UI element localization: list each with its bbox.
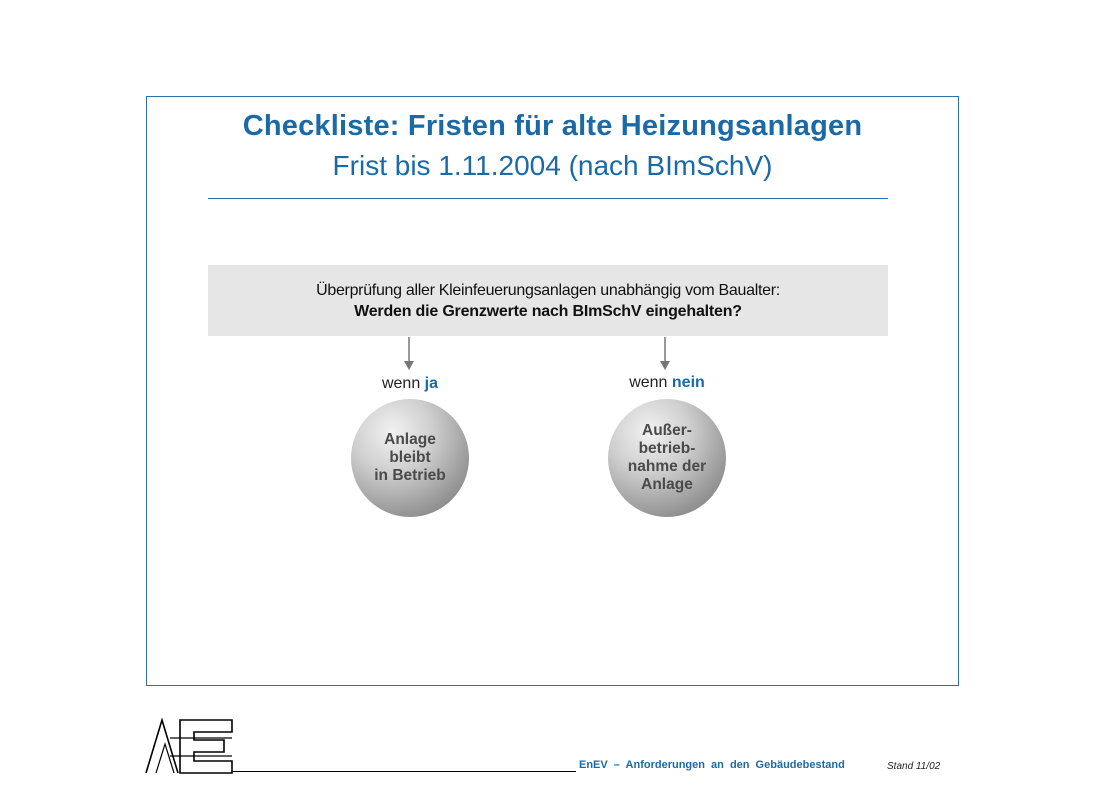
branch-prefix: wenn [629, 374, 668, 391]
slide-title: Checkliste: Fristen für alte Heizungsanlagen [242, 110, 863, 142]
branch-prefix: wenn [381, 375, 421, 392]
arrow-down-icon [658, 337, 672, 371]
slide-subtitle: Frist bis 1.11.2004 (nach BImSchV) [332, 150, 773, 181]
arrow-down-icon [402, 337, 416, 371]
result-circle-ja [351, 399, 469, 517]
result-circle-nein [608, 399, 726, 517]
result-text-ja: Anlage bleibt in Betrieb [374, 431, 446, 484]
footer-stand: Stand 11/02 [887, 761, 941, 772]
title-divider [208, 198, 888, 199]
branch-keyword-ja: ja [424, 375, 439, 392]
question-line-1: Überprüfung aller Kleinfeuerungsanlagen unabhängig vom Baualter: [316, 282, 780, 299]
footer-title: EnEV – Anforderungen an den Gebäudebestand [579, 759, 845, 771]
logo-icon [144, 718, 236, 774]
branch-keyword-nein: nein [671, 374, 705, 391]
branch-label-ja [340, 375, 480, 393]
branch-label-nein [597, 374, 737, 392]
footer-divider [232, 771, 576, 772]
question-line-2: Werden die Grenzwerte nach BImSchV eingehalten? [354, 303, 742, 320]
result-text-nein: Außer- betrieb- nahme der Anlage [627, 422, 707, 493]
slide-frame [146, 96, 959, 686]
question-box [208, 265, 888, 336]
